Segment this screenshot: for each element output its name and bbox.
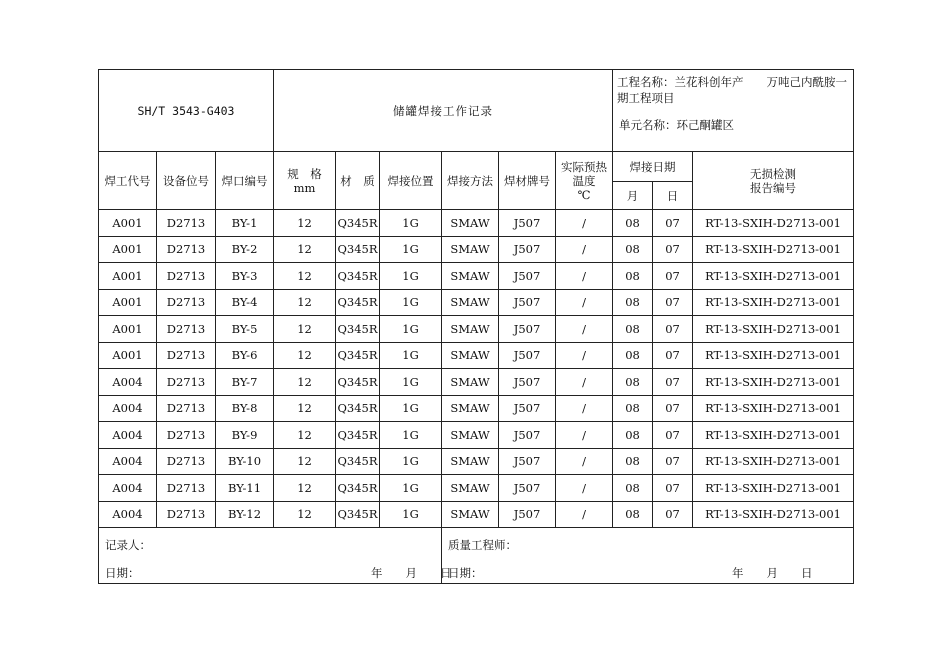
cell-position: 1G: [380, 263, 442, 290]
recorder-cell: [99, 528, 452, 584]
cell-position: 1G: [380, 342, 442, 369]
cell-preheat: /: [556, 316, 613, 343]
cell-preheat: /: [556, 369, 613, 396]
cell-material: Q345R: [336, 342, 380, 369]
cell-welder-id: A001: [99, 263, 157, 290]
cell-month: 08: [613, 210, 653, 237]
document-title: 储罐焊接工作记录: [274, 70, 613, 152]
cell-filler: J507: [499, 422, 556, 449]
engineer-label: 质量工程师：: [448, 538, 518, 552]
cell-spec: 12: [274, 448, 336, 475]
cell-equipment-no: D2713: [157, 236, 216, 263]
standard-code: SH/T 3543-G403: [99, 70, 274, 152]
cell-preheat: /: [556, 289, 613, 316]
cell-welder-id: A004: [99, 501, 157, 528]
cell-ndt-report: RT-13-SXIH-D2713-001: [693, 395, 854, 422]
cell-filler: J507: [499, 210, 556, 237]
cell-day: 07: [653, 236, 693, 263]
cell-spec: 12: [274, 501, 336, 528]
cell-month: 08: [613, 395, 653, 422]
cell-preheat: /: [556, 342, 613, 369]
cell-day: 07: [653, 342, 693, 369]
cell-joint-no: BY-9: [216, 422, 274, 449]
cell-joint-no: BY-2: [216, 236, 274, 263]
col-preheat: [556, 152, 613, 210]
cell-filler: J507: [499, 448, 556, 475]
cell-material: Q345R: [336, 395, 380, 422]
cell-spec: 12: [274, 342, 336, 369]
cell-method: SMAW: [442, 448, 499, 475]
cell-method: SMAW: [442, 236, 499, 263]
cell-filler: J507: [499, 263, 556, 290]
cell-welder-id: A001: [99, 342, 157, 369]
cell-equipment-no: D2713: [157, 342, 216, 369]
cell-day: 07: [653, 475, 693, 502]
cell-month: 08: [613, 475, 653, 502]
cell-joint-no: BY-8: [216, 395, 274, 422]
col-day: 日: [653, 182, 693, 210]
cell-equipment-no: D2713: [157, 475, 216, 502]
cell-method: SMAW: [442, 289, 499, 316]
cell-preheat: /: [556, 501, 613, 528]
cell-method: SMAW: [442, 342, 499, 369]
cell-material: Q345R: [336, 369, 380, 396]
col-material: 材 质: [336, 152, 380, 210]
cell-spec: 12: [274, 263, 336, 290]
table-row: [99, 448, 854, 475]
cell-month: 08: [613, 289, 653, 316]
cell-month: 08: [613, 501, 653, 528]
cell-ndt-report: RT-13-SXIH-D2713-001: [693, 342, 854, 369]
cell-position: 1G: [380, 448, 442, 475]
cell-welder-id: A004: [99, 422, 157, 449]
welding-record-table: [98, 69, 854, 584]
cell-equipment-no: D2713: [157, 263, 216, 290]
cell-position: 1G: [380, 289, 442, 316]
cell-spec: 12: [274, 289, 336, 316]
cell-month: 08: [613, 342, 653, 369]
cell-welder-id: A001: [99, 316, 157, 343]
cell-joint-no: BY-5: [216, 316, 274, 343]
table-row: [99, 236, 854, 263]
col-preheat-unit: ℃: [577, 187, 591, 202]
cell-spec: 12: [274, 316, 336, 343]
col-joint-no: 焊口编号: [216, 152, 274, 210]
cell-ndt-report: RT-13-SXIH-D2713-001: [693, 236, 854, 263]
cell-material: Q345R: [336, 475, 380, 502]
cell-welder-id: A004: [99, 395, 157, 422]
cell-position: 1G: [380, 395, 442, 422]
cell-equipment-no: D2713: [157, 501, 216, 528]
cell-welder-id: A004: [99, 475, 157, 502]
cell-preheat: /: [556, 422, 613, 449]
col-ndt-line1: 无损检测: [750, 166, 797, 181]
cell-filler: J507: [499, 342, 556, 369]
cell-filler: J507: [499, 236, 556, 263]
cell-material: Q345R: [336, 448, 380, 475]
col-welder-id: 焊工代号: [99, 152, 157, 210]
cell-month: 08: [613, 422, 653, 449]
col-ndt: [693, 152, 854, 210]
cell-welder-id: A001: [99, 210, 157, 237]
cell-method: SMAW: [442, 210, 499, 237]
cell-spec: 12: [274, 395, 336, 422]
project-name: 工程名称：兰花科创年产 万吨己内酰胺一期工程项目: [617, 75, 848, 105]
cell-welder-id: A001: [99, 236, 157, 263]
cell-joint-no: BY-10: [216, 448, 274, 475]
cell-material: Q345R: [336, 501, 380, 528]
cell-material: Q345R: [336, 210, 380, 237]
cell-preheat: /: [556, 475, 613, 502]
cell-filler: J507: [499, 289, 556, 316]
cell-day: 07: [653, 289, 693, 316]
cell-ndt-report: RT-13-SXIH-D2713-001: [693, 422, 854, 449]
cell-method: SMAW: [442, 501, 499, 528]
cell-material: Q345R: [336, 263, 380, 290]
cell-equipment-no: D2713: [157, 448, 216, 475]
cell-joint-no: BY-1: [216, 210, 274, 237]
cell-welder-id: A001: [99, 289, 157, 316]
cell-ndt-report: RT-13-SXIH-D2713-001: [693, 263, 854, 290]
cell-month: 08: [613, 236, 653, 263]
cell-month: 08: [613, 263, 653, 290]
engineer-cell: [442, 528, 854, 584]
cell-day: 07: [653, 448, 693, 475]
cell-position: 1G: [380, 236, 442, 263]
col-filler: 焊材牌号: [499, 152, 556, 210]
cell-spec: 12: [274, 236, 336, 263]
col-preheat-line2: 温度: [572, 173, 596, 188]
cell-method: SMAW: [442, 395, 499, 422]
cell-filler: J507: [499, 475, 556, 502]
cell-equipment-no: D2713: [157, 316, 216, 343]
cell-position: 1G: [380, 210, 442, 237]
cell-position: 1G: [380, 422, 442, 449]
cell-day: 07: [653, 501, 693, 528]
cell-equipment-no: D2713: [157, 422, 216, 449]
cell-equipment-no: D2713: [157, 395, 216, 422]
cell-method: SMAW: [442, 263, 499, 290]
col-position: 焊接位置: [380, 152, 442, 210]
cell-ndt-report: RT-13-SXIH-D2713-001: [693, 448, 854, 475]
cell-spec: 12: [274, 422, 336, 449]
cell-welder-id: A004: [99, 448, 157, 475]
cell-joint-no: BY-7: [216, 369, 274, 396]
recorder-label: 记录人：: [105, 538, 151, 552]
cell-joint-no: BY-4: [216, 289, 274, 316]
cell-spec: 12: [274, 475, 336, 502]
table-row: [99, 316, 854, 343]
cell-preheat: /: [556, 448, 613, 475]
cell-day: 07: [653, 369, 693, 396]
cell-day: 07: [653, 316, 693, 343]
col-spec-name: 规 格: [287, 166, 322, 181]
table-row: [99, 475, 854, 502]
cell-preheat: /: [556, 263, 613, 290]
cell-month: 08: [613, 316, 653, 343]
cell-day: 07: [653, 263, 693, 290]
unit-name: 单元名称：环己酮罐区: [619, 118, 735, 132]
cell-day: 07: [653, 210, 693, 237]
cell-ndt-report: RT-13-SXIH-D2713-001: [693, 501, 854, 528]
cell-ndt-report: RT-13-SXIH-D2713-001: [693, 475, 854, 502]
column-header-row: [99, 152, 854, 182]
cell-day: 07: [653, 422, 693, 449]
col-method: 焊接方法: [442, 152, 499, 210]
cell-joint-no: BY-12: [216, 501, 274, 528]
cell-method: SMAW: [442, 369, 499, 396]
table-row: [99, 263, 854, 290]
table-row: [99, 422, 854, 449]
cell-method: SMAW: [442, 475, 499, 502]
footer-row: [99, 528, 854, 584]
cell-preheat: /: [556, 236, 613, 263]
cell-month: 08: [613, 369, 653, 396]
cell-filler: J507: [499, 395, 556, 422]
table-row: [99, 289, 854, 316]
col-ndt-line2: 报告编号: [750, 180, 797, 195]
header-row: [99, 70, 854, 152]
cell-day: 07: [653, 395, 693, 422]
col-weld-date: 焊接日期: [613, 152, 693, 182]
col-equipment-no: 设备位号: [157, 152, 216, 210]
cell-ndt-report: RT-13-SXIH-D2713-001: [693, 289, 854, 316]
cell-equipment-no: D2713: [157, 369, 216, 396]
recorder-date-label: 日期：: [105, 566, 140, 580]
project-info: [613, 70, 854, 152]
cell-filler: J507: [499, 501, 556, 528]
cell-preheat: /: [556, 210, 613, 237]
cell-position: 1G: [380, 369, 442, 396]
col-spec-unit: mm: [293, 180, 316, 195]
table-row: [99, 395, 854, 422]
cell-joint-no: BY-6: [216, 342, 274, 369]
recorder-date-ymd: 年 月 日: [371, 566, 452, 580]
cell-material: Q345R: [336, 316, 380, 343]
cell-spec: 12: [274, 210, 336, 237]
engineer-date-label: 日期：: [448, 566, 483, 580]
table-row: [99, 342, 854, 369]
engineer-date-ymd: 年 月 日: [732, 566, 813, 580]
cell-spec: 12: [274, 369, 336, 396]
cell-joint-no: BY-11: [216, 475, 274, 502]
cell-ndt-report: RT-13-SXIH-D2713-001: [693, 369, 854, 396]
col-month: 月: [613, 182, 653, 210]
cell-method: SMAW: [442, 316, 499, 343]
cell-ndt-report: RT-13-SXIH-D2713-001: [693, 210, 854, 237]
cell-welder-id: A004: [99, 369, 157, 396]
cell-position: 1G: [380, 501, 442, 528]
cell-position: 1G: [380, 475, 442, 502]
cell-position: 1G: [380, 316, 442, 343]
cell-ndt-report: RT-13-SXIH-D2713-001: [693, 316, 854, 343]
cell-material: Q345R: [336, 289, 380, 316]
cell-equipment-no: D2713: [157, 289, 216, 316]
data-rows: [99, 210, 854, 528]
table-row: [99, 210, 854, 237]
col-preheat-line1: 实际预热: [561, 159, 608, 174]
cell-material: Q345R: [336, 236, 380, 263]
cell-month: 08: [613, 448, 653, 475]
cell-filler: J507: [499, 316, 556, 343]
cell-filler: J507: [499, 369, 556, 396]
cell-method: SMAW: [442, 422, 499, 449]
table-row: [99, 501, 854, 528]
col-spec: [274, 152, 336, 210]
cell-joint-no: BY-3: [216, 263, 274, 290]
cell-material: Q345R: [336, 422, 380, 449]
cell-preheat: /: [556, 395, 613, 422]
table-row: [99, 369, 854, 396]
cell-equipment-no: D2713: [157, 210, 216, 237]
